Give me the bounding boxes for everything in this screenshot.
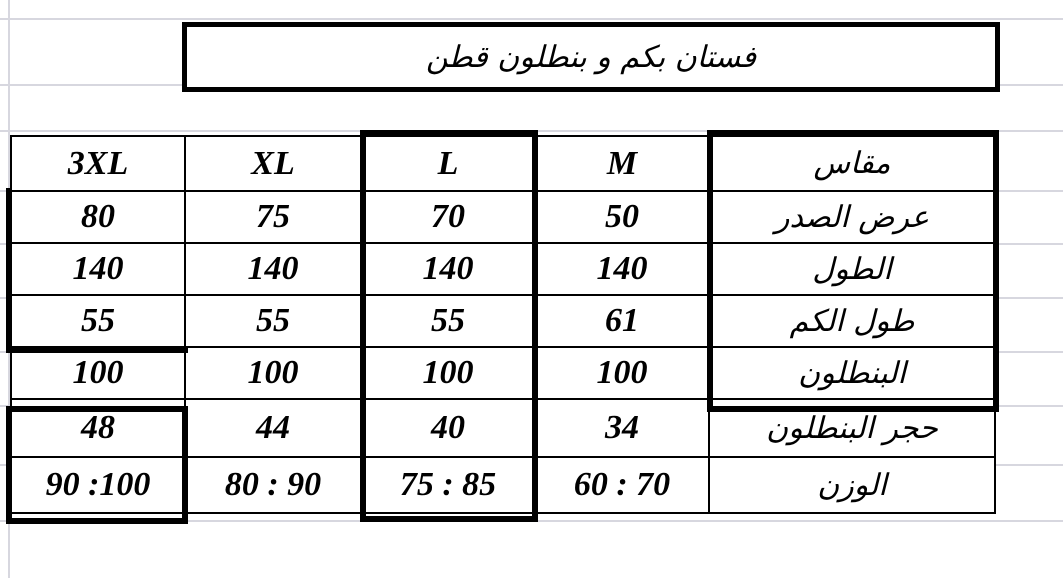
size-header-3xl: 3XL: [11, 136, 185, 191]
title-box: [182, 22, 1000, 92]
size-header-label: مقاس: [709, 136, 995, 191]
table-cell: 55: [185, 295, 361, 347]
table-cell: 40: [361, 399, 535, 457]
table-cell: 140: [361, 243, 535, 295]
table-cell: 55: [11, 295, 185, 347]
table-cell: 75: [185, 191, 361, 243]
table-cell: 60 : 70: [535, 457, 709, 513]
table-cell: 140: [185, 243, 361, 295]
row-label: عرض الصدر: [709, 191, 995, 243]
table-cell: 61: [535, 295, 709, 347]
table-cell: 100: [11, 347, 185, 399]
table-cell: 140: [11, 243, 185, 295]
table-cell: 70: [361, 191, 535, 243]
table-cell: 100: [535, 347, 709, 399]
table-cell: 50: [535, 191, 709, 243]
row-label: طول الكم: [709, 295, 995, 347]
table-cell: 100: [361, 347, 535, 399]
page-title: فستان بكم و بنطلون قطن: [425, 39, 757, 75]
table-row: [11, 295, 995, 347]
table-cell: 55: [361, 295, 535, 347]
table-cell: 100: [185, 347, 361, 399]
table-row: [11, 191, 995, 243]
size-header-m: M: [535, 136, 709, 191]
table-cell: 80: [11, 191, 185, 243]
row-label: الوزن: [709, 457, 995, 513]
size-header-xl: XL: [185, 136, 361, 191]
size-header-l: L: [361, 136, 535, 191]
table-row: [11, 243, 995, 295]
table-row: [11, 399, 995, 457]
row-label: حجر البنطلون: [709, 399, 995, 457]
table-header-row: [11, 136, 995, 191]
table-cell: 75 : 85: [361, 457, 535, 513]
size-chart-table: [10, 135, 996, 514]
table-cell: 48: [11, 399, 185, 457]
row-label: البنطلون: [709, 347, 995, 399]
table-cell: 140: [535, 243, 709, 295]
table-row: [11, 347, 995, 399]
table-cell: 90 :100: [11, 457, 185, 513]
table-cell: 44: [185, 399, 361, 457]
table-cell: 80 : 90: [185, 457, 361, 513]
table-row: [11, 457, 995, 513]
table-cell: 34: [535, 399, 709, 457]
row-label: الطول: [709, 243, 995, 295]
